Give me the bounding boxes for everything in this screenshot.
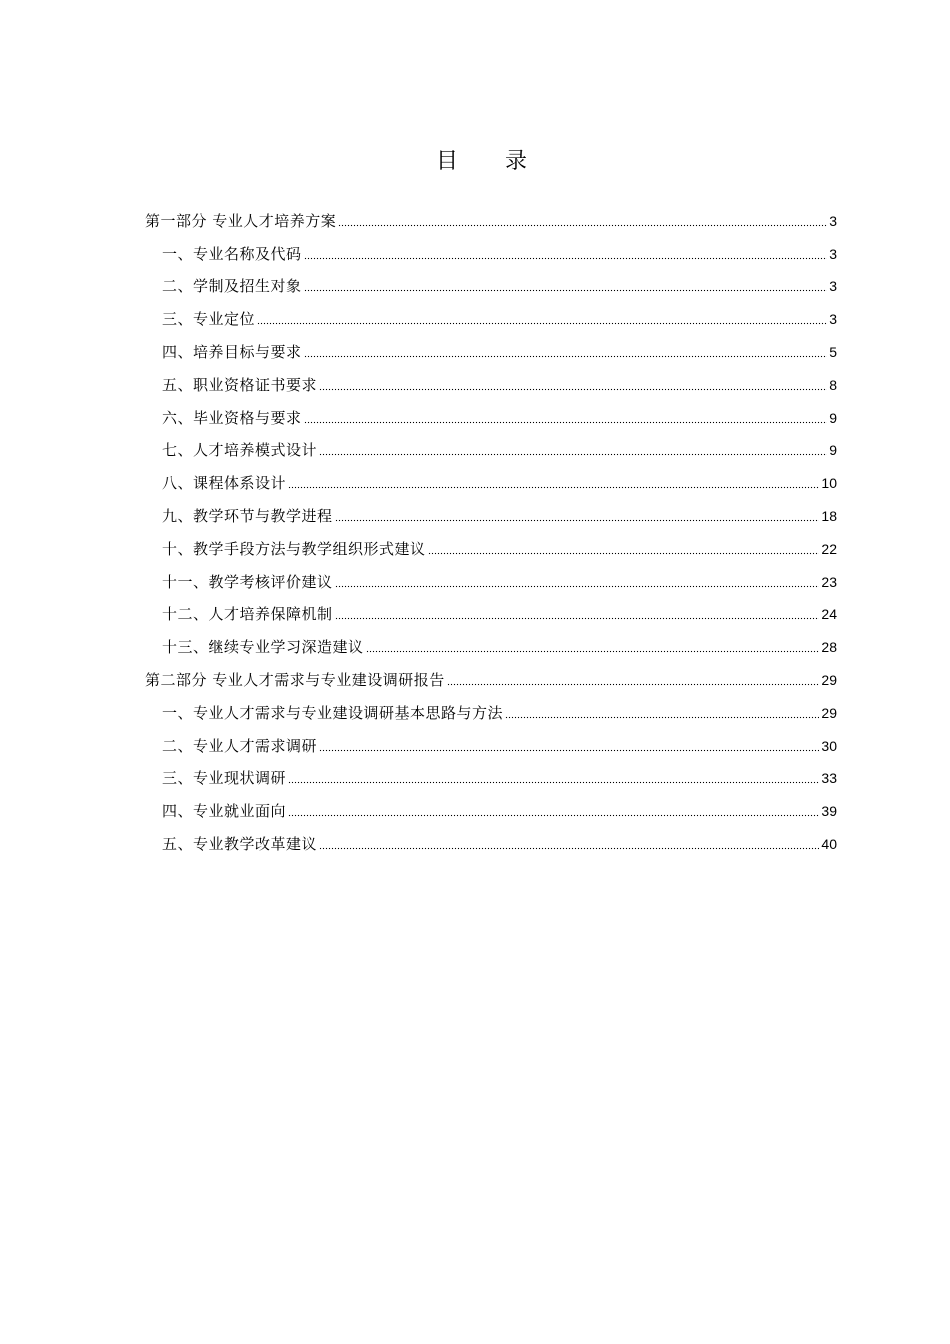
toc-entry[interactable] [145, 788, 837, 821]
toc-entry-page-number: 3 [829, 311, 837, 328]
toc-entry[interactable] [145, 526, 837, 559]
toc-entry-label: 七、人才培养模式设计 [162, 441, 318, 460]
toc-entry[interactable] [145, 264, 837, 297]
dot-leader [505, 713, 819, 719]
dot-leader [257, 319, 827, 325]
dot-leader [428, 549, 820, 555]
toc-entry-page-number: 22 [821, 540, 837, 557]
toc-entry-page-number: 29 [821, 671, 837, 688]
toc-entry-page-number: 29 [821, 704, 837, 721]
toc-entry-label: 三、专业现状调研 [162, 769, 287, 788]
toc-entry[interactable] [145, 723, 837, 756]
dot-leader [288, 483, 819, 489]
toc-entry[interactable] [145, 690, 837, 723]
dot-leader [304, 286, 827, 292]
toc-entry[interactable] [145, 460, 837, 493]
toc-entry[interactable] [145, 624, 837, 657]
dot-leader [319, 746, 819, 752]
toc-entry[interactable] [145, 362, 837, 395]
toc-entry-label: 十、教学手段方法与教学组织形式建议 [162, 539, 426, 558]
toc-entry-label: 十一、教学考核评价建议 [162, 572, 333, 591]
toc-entry-label: 九、教学环节与教学进程 [162, 506, 333, 525]
toc-entry-label: 四、专业就业面向 [162, 802, 287, 821]
toc-entry-label: 一、专业名称及代码 [162, 244, 302, 263]
dot-leader [366, 647, 820, 653]
toc-entry-label: 五、职业资格证书要求 [162, 375, 318, 394]
toc-entry-page-number: 23 [821, 573, 837, 590]
toc-entry-label: 八、课程体系设计 [162, 474, 287, 493]
toc-entry[interactable] [145, 428, 837, 461]
toc-entry-label: 第一部分 专业人才培养方案 [145, 211, 337, 230]
toc-entry-label: 二、专业人才需求调研 [162, 736, 318, 755]
toc-title: 目 录 [436, 149, 547, 174]
toc-entry-label: 第二部分 专业人才需求与专业建设调研报告 [145, 670, 445, 689]
toc-entry-page-number: 33 [821, 770, 837, 787]
dot-leader [288, 778, 819, 784]
dot-leader [304, 418, 827, 424]
dot-leader [319, 450, 827, 456]
toc-entry-label: 四、培养目标与要求 [162, 342, 302, 361]
table-of-contents [145, 198, 837, 854]
toc-entry-label: 十三、继续专业学习深造建议 [162, 638, 364, 657]
dot-leader [319, 844, 819, 850]
toc-entry[interactable] [145, 198, 837, 231]
toc-entry-page-number: 10 [821, 475, 837, 492]
toc-entry-label: 五、专业教学改革建议 [162, 834, 318, 853]
dot-leader [288, 811, 819, 817]
toc-entry-page-number: 28 [821, 639, 837, 656]
toc-entry[interactable] [145, 756, 837, 789]
dot-leader [335, 516, 820, 522]
toc-entry[interactable] [145, 231, 837, 264]
toc-entry-page-number: 3 [829, 245, 837, 262]
toc-entry[interactable] [145, 329, 837, 362]
toc-entry-page-number: 3 [829, 278, 837, 295]
toc-entry-page-number: 5 [829, 343, 837, 360]
dot-leader [447, 680, 820, 686]
toc-entry-page-number: 8 [829, 376, 837, 393]
dot-leader [319, 385, 827, 391]
toc-entry-page-number: 9 [829, 442, 837, 459]
dot-leader [304, 254, 827, 260]
toc-entry-page-number: 39 [821, 803, 837, 820]
toc-entry-page-number: 40 [821, 835, 837, 852]
dot-leader [338, 221, 827, 227]
toc-entry-page-number: 9 [829, 409, 837, 426]
toc-entry-page-number: 18 [821, 507, 837, 524]
toc-entry[interactable] [145, 657, 837, 690]
toc-entry[interactable] [145, 493, 837, 526]
dot-leader [335, 614, 820, 620]
toc-entry[interactable] [145, 821, 837, 854]
toc-entry[interactable] [145, 559, 837, 592]
toc-entry-label: 六、毕业资格与要求 [162, 408, 302, 427]
toc-entry-page-number: 3 [829, 212, 837, 229]
toc-entry[interactable] [145, 592, 837, 625]
toc-entry-label: 一、专业人才需求与专业建设调研基本思路与方法 [162, 703, 504, 722]
toc-entry-page-number: 24 [821, 606, 837, 623]
toc-entry[interactable] [145, 296, 837, 329]
dot-leader [335, 582, 820, 588]
toc-entry-label: 二、学制及招生对象 [162, 277, 302, 296]
toc-entry[interactable] [145, 395, 837, 428]
toc-entry-label: 十二、人才培养保障机制 [162, 605, 333, 624]
dot-leader [304, 352, 827, 358]
toc-entry-page-number: 30 [821, 737, 837, 754]
toc-entry-label: 三、专业定位 [162, 310, 256, 329]
